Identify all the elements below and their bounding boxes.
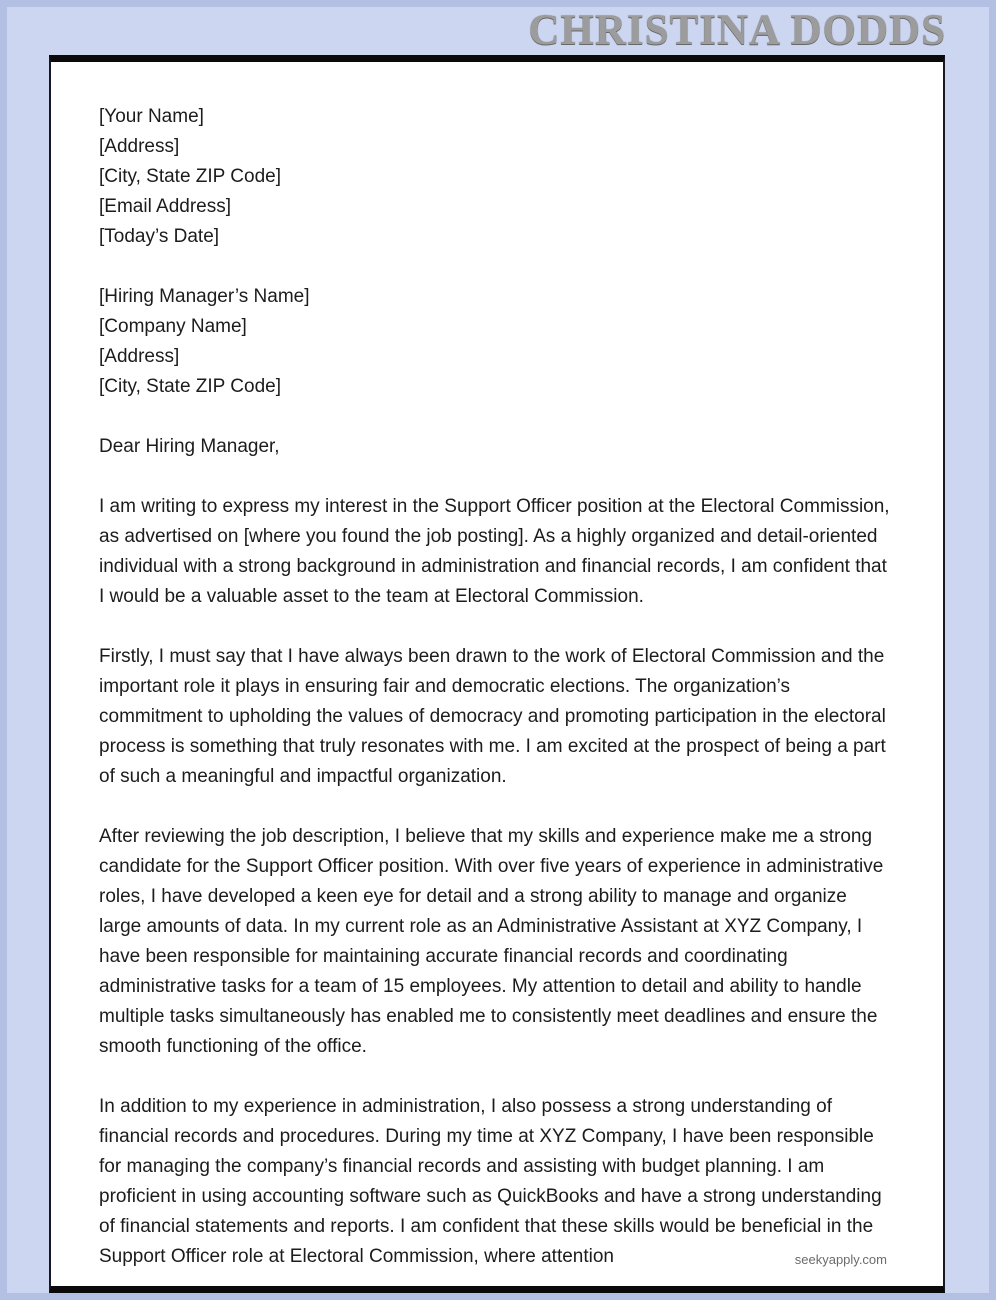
watermark-link[interactable]: seekyapply.com	[794, 1252, 887, 1267]
sender-address-line: [Address]	[99, 136, 180, 157]
paragraph-intro: I am writing to express my interest in the Support Officer position at the Electoral Commission, as advertised on [where you found the job posting]. As a highly organized and detail-oriented individual with a strong background in administration and financial records, I am confident that I would be a valuable asset to the team at Electoral Commission.	[99, 496, 890, 607]
letter-page	[49, 55, 945, 1293]
paragraph-motivation: Firstly, I must say that I have always been drawn to the work of Electoral Commission and the important role it plays in ensuring fair and democratic elections. The organization’s commitment to upholding the values of democracy and promoting participation in the electoral process is something that truly resonates with me. I am excited at the prospect of being a part of such a meaningful and impactful organization.	[99, 646, 886, 787]
recipient-company-line: [Company Name]	[99, 316, 247, 337]
paragraph-skills: In addition to my experience in administration, I also possess a strong understanding of financial records and procedures. During my time at XYZ Company, I have been responsible for managing the company’s financial records and assisting with budget planning. I am proficient in using accounting software such as QuickBooks and have a strong understanding of financial statements and reports. I am confident that these skills would be beneficial in the Support Officer role at Electoral Commission, where attention	[99, 1096, 882, 1267]
recipient-address-block	[99, 282, 893, 402]
recipient-name-line: [Hiring Manager’s Name]	[99, 286, 310, 307]
page-title: CHRISTINA DODDS	[528, 7, 946, 54]
header-band	[0, 0, 996, 55]
sender-date-line: [Today’s Date]	[99, 226, 220, 247]
sender-email-line: [Email Address]	[99, 196, 231, 217]
sender-address-block	[99, 102, 893, 252]
recipient-address-line: [Address]	[99, 346, 180, 367]
paragraph-experience: After reviewing the job description, I believe that my skills and experience make me a strong candidate for the Support Officer position. With over five years of experience in administrative roles, I have developed a keen eye for detail and a strong ability to manage and organize large amounts of data. In my current role as an Administrative Assistant at XYZ Company, I have been responsible for maintaining accurate financial records and coordinating administrative tasks for a team of 15 employees. My attention to detail and ability to handle multiple tasks simultaneously has enabled me to consistently meet deadlines and ensure the smooth functioning of the office.	[99, 826, 884, 1057]
sender-name-line: [Your Name]	[99, 106, 204, 127]
letter-body	[51, 62, 943, 1272]
recipient-city-line: [City, State ZIP Code]	[99, 376, 281, 397]
salutation: Dear Hiring Manager,	[99, 436, 280, 457]
sender-city-line: [City, State ZIP Code]	[99, 166, 281, 187]
